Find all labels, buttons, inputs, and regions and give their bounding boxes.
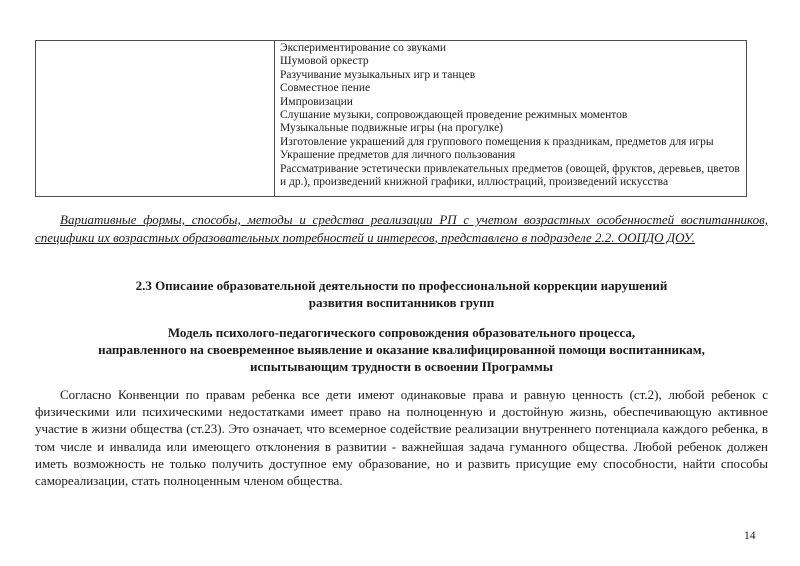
model-heading-line: Модель психолого-педагогического сопровождения образовательного процесса, [167,325,636,340]
section-2-3-heading-line: развития воспитанников групп [308,295,495,310]
table-line: Разучивание музыкальных игр и танцев [280,68,476,81]
table-cell-left [36,41,275,197]
variative-forms-note: Вариативные формы, способы, методы и средства реализации РП с учетом возрастных особенностей воспитанников, специфики их возрастных образовательных потребностей и интересов, представлено в подразделе 2.2. ООПДО ДОУ. [35,212,768,245]
activities-table [35,40,747,197]
table-line: Украшение предметов для личного пользования [280,149,516,162]
section-2-3-heading [35,277,768,311]
table-line: Музыкальные подвижные игры (на прогулке) [280,122,504,135]
table-row [36,41,747,197]
table-line: Импровизации [280,95,353,108]
table-cell-right [275,41,747,197]
table-line: Слушание музыки, сопровождающей проведение режимных моментов [280,109,628,122]
table-line: Совместное пение [280,82,371,95]
table-line: Шумовой оркестр [280,55,369,68]
convention-paragraph: Согласно Конвенции по правам ребенка все дети имеют одинаковые права и равную ценность (ст.2), любой ребенок с физическими или психическими недостатками имеет право на полноценную и достойную жизнь, обеспечивающую активное участие в жизни общества (ст.23). Это означает, что всемерное содействие реализации внутреннего потенциала каждого ребенка, в том числе и инвалида или имеющего отклонения в развитии - важнейшая задача гуманного общества. Любой ребенок должен иметь возможность не только получить доступное ему образование, но и развить присущие ему способности, найти способы самореализации, стать полноценным членом общества. [35,387,768,489]
model-heading [35,324,768,375]
table-line: Экспериментирование со звуками [280,42,447,54]
model-heading-line: испытывающим трудности в освоении Программы [249,359,553,374]
page-number: 14 [744,530,756,542]
model-heading-line: направленного на своевременное выявление и оказание квалифицированной помощи воспитанникам, [98,342,705,357]
section-2-3-heading-line: 2.3 Описание образовательной деятельности по профессиональной коррекции нарушений [135,278,668,293]
table-line: Изготовление украшений для группового помещения к праздникам, предметов для игры [280,135,714,148]
table-line: Рассматривание эстетически привлекательных предметов (овощей, фруктов, деревьев, цветов и др.), произведений книжной графики, иллюстраций, произведений искусства [280,162,740,189]
